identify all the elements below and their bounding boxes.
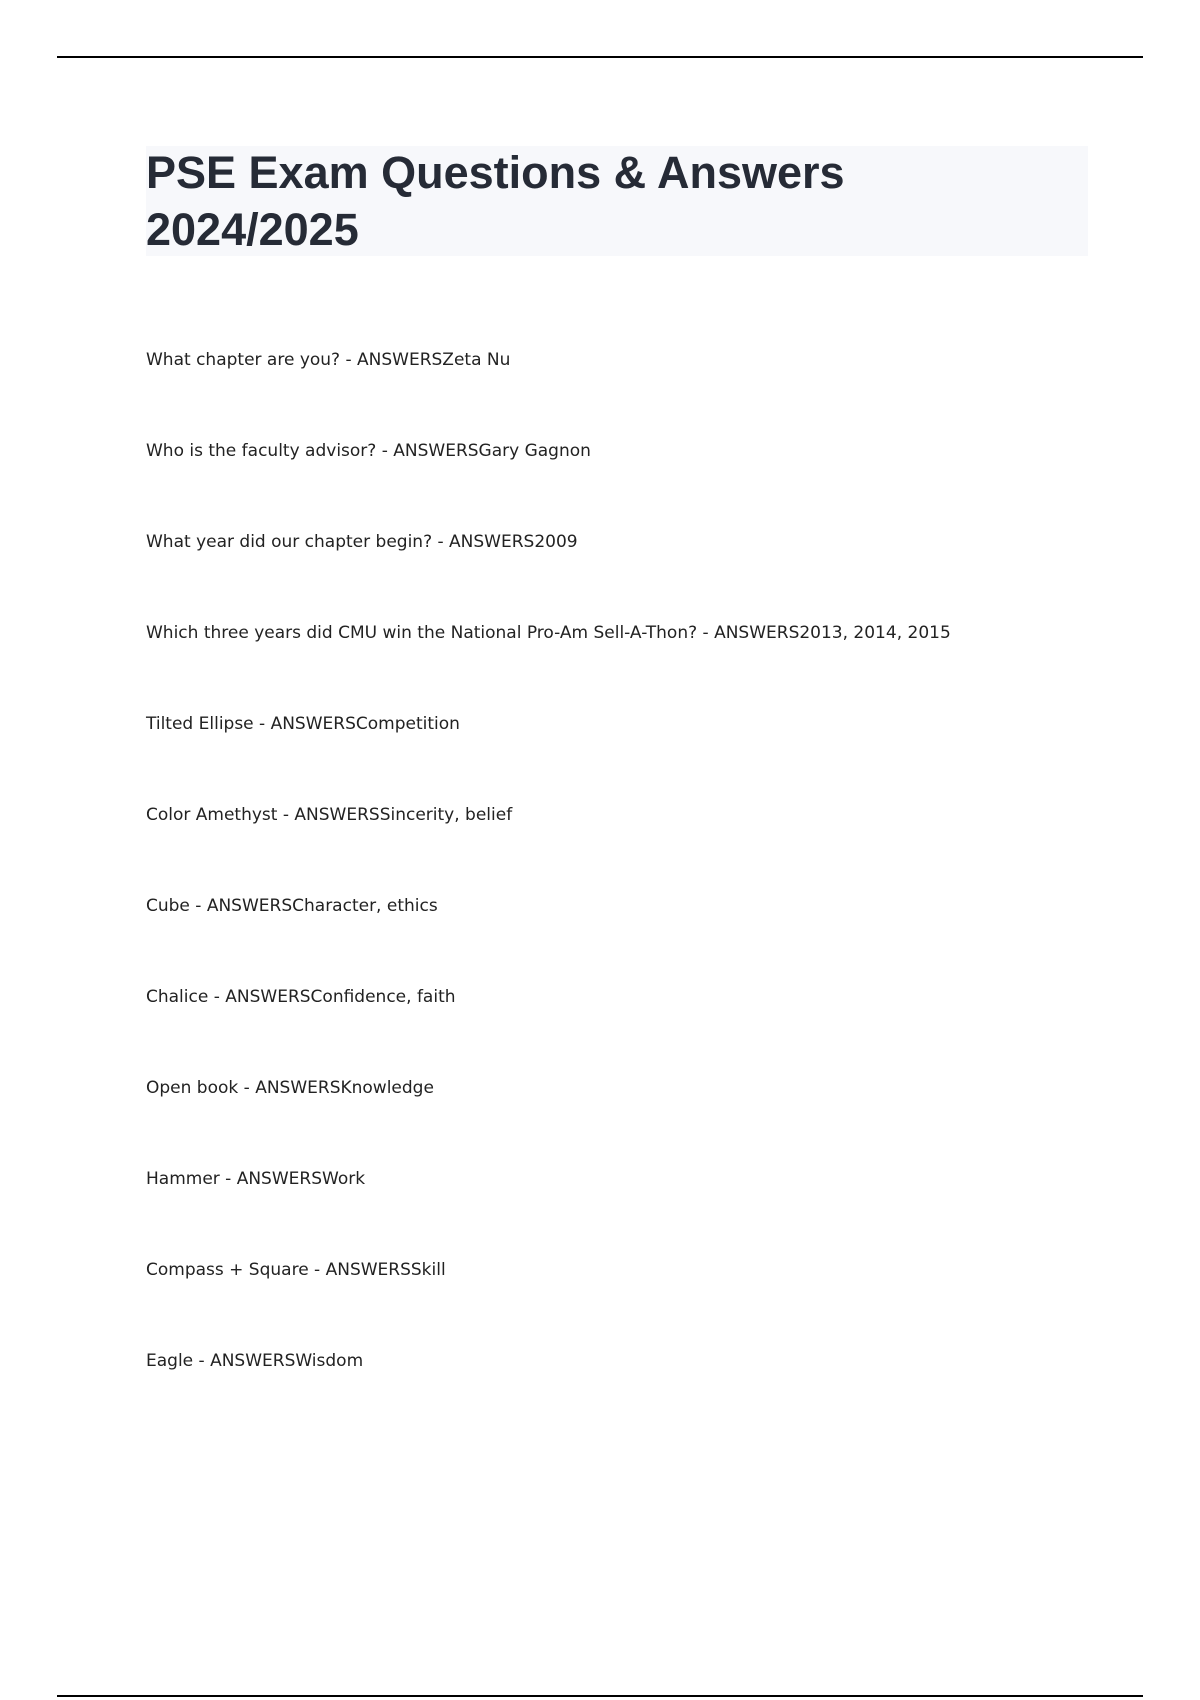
- header-rule: [57, 56, 1143, 58]
- qa-item-compass-square: Compass + Square - ANSWERSSkill: [146, 1260, 446, 1280]
- qa-list: [146, 348, 1146, 1440]
- qa-item-faculty-advisor: Who is the faculty advisor? - ANSWERSGary Gagnon: [146, 441, 591, 461]
- title-block: [146, 146, 1088, 256]
- qa-item-color-amethyst: Color Amethyst - ANSWERSSincerity, belief: [146, 805, 513, 825]
- document-title-line-1: PSE Exam Questions & Answers: [146, 147, 845, 198]
- footer-rule: [57, 1695, 1143, 1697]
- qa-item-cube: Cube - ANSWERSCharacter, ethics: [146, 896, 438, 916]
- qa-item-hammer: Hammer - ANSWERSWork: [146, 1169, 366, 1189]
- qa-item-eagle: Eagle - ANSWERSWisdom: [146, 1351, 364, 1371]
- qa-item-chapter: What chapter are you? - ANSWERSZeta Nu: [146, 350, 511, 370]
- qa-item-tilted-ellipse: Tilted Ellipse - ANSWERSCompetition: [146, 714, 460, 734]
- qa-item-sell-a-thon: Which three years did CMU win the National Pro-Am Sell-A-Thon? - ANSWERS2013, 2014, 2015: [146, 623, 951, 643]
- document-title-line-2: 2024/2025: [146, 204, 359, 255]
- qa-item-chalice: Chalice - ANSWERSConfidence, faith: [146, 987, 456, 1007]
- qa-item-open-book: Open book - ANSWERSKnowledge: [146, 1078, 434, 1098]
- qa-item-chapter-year: What year did our chapter begin? - ANSWERS2009: [146, 532, 578, 552]
- document-title: [146, 144, 1088, 258]
